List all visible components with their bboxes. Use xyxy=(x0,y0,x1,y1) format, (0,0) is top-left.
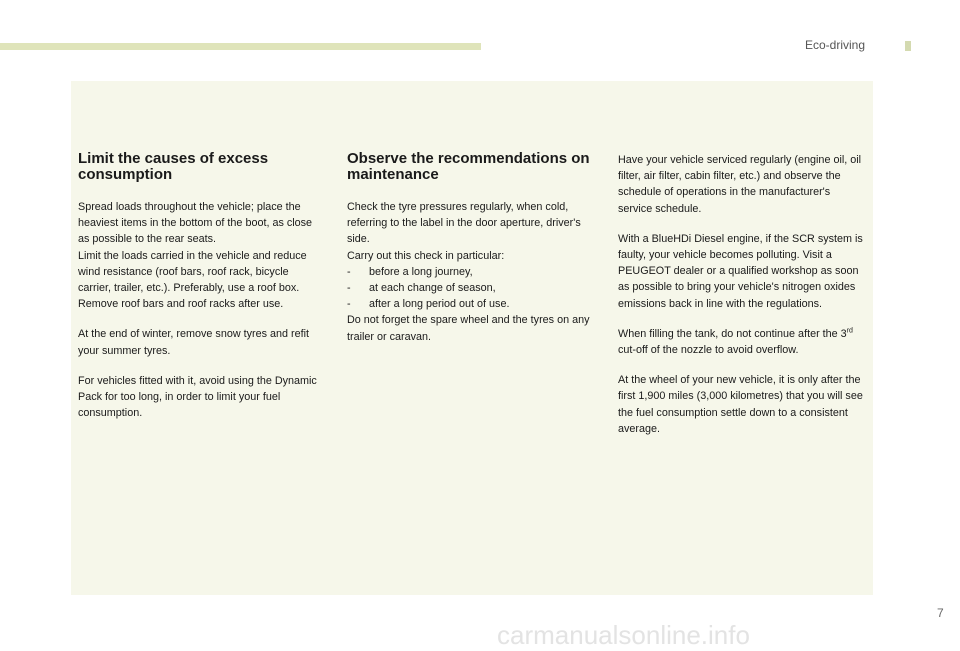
bullet-marker: - xyxy=(347,298,351,311)
content-panel xyxy=(71,81,873,595)
list-item-text: before a long journey, xyxy=(369,265,473,278)
list-item xyxy=(347,280,602,296)
list-item-text: at each change of season, xyxy=(369,282,496,295)
heading-excess-consumption: Limit the causes of excess consumption xyxy=(78,150,269,183)
watermark: carmanualsonline.info xyxy=(497,620,750,650)
text-fragment: When filling the tank, do not continue after the 3 xyxy=(618,327,847,340)
section-marker xyxy=(905,41,911,51)
text-line: Do not forget the spare wheel and the tyres on any trailer or caravan. xyxy=(347,314,590,343)
column-servicing xyxy=(618,152,863,451)
paragraph-tyre-pressures xyxy=(347,199,602,345)
list-item-text: after a long period out of use. xyxy=(369,298,510,311)
bullet-marker: - xyxy=(347,265,351,278)
text-line: Check the tyre pressures regularly, when cold, referring to the label in the door aperture, driver's side. xyxy=(347,201,581,246)
paragraph-bluehdi: With a BlueHDi Diesel engine, if the SCR system is faulty, your vehicle becomes polluting. Visit a PEUGEOT dealer or a qualified workshop as soon as possible to bring your vehicle's nitrogen oxides emissions back in line with the regulations. xyxy=(618,232,863,310)
text-fragment: cut-off of the nozzle to avoid overflow. xyxy=(618,344,799,357)
section-title: Eco-driving xyxy=(805,38,866,52)
paragraph-filling-tank xyxy=(618,326,863,358)
paragraph-winter-tyres: At the end of winter, remove snow tyres and refit your summer tyres. xyxy=(78,328,310,357)
paragraph-new-vehicle: At the wheel of your new vehicle, it is only after the first 1,900 miles (3,000 kilometres) that you will see the fuel consumption settle down to a consistent average. xyxy=(618,374,863,435)
heading-maintenance: Observe the recommendations on maintenance xyxy=(347,150,590,183)
column-excess-consumption xyxy=(78,151,318,435)
column-maintenance xyxy=(347,151,602,359)
text-line: Remove roof bars and roof racks after use. xyxy=(78,298,284,311)
text-line: Limit the loads carried in the vehicle and reduce wind resistance (roof bars, roof rack, bicycle carrier, trailer, etc.). Preferably, use a roof box. xyxy=(78,249,307,295)
superscript: rd xyxy=(846,327,853,335)
paragraph-loads xyxy=(78,199,318,312)
paragraph-servicing: Have your vehicle serviced regularly (engine oil, oil filter, air filter, cabin filter, etc.) and observe the schedule of operations in the manufacturer's service schedule. xyxy=(618,154,862,215)
text-line: Spread loads throughout the vehicle; place the heaviest items in the bottom of the boot, as close as possible to the rear seats. xyxy=(78,201,313,246)
bullet-marker: - xyxy=(347,282,351,295)
page-number: 7 xyxy=(937,606,944,620)
list-item xyxy=(347,264,602,280)
text-line: Carry out this check in particular: xyxy=(347,249,505,262)
paragraph-dynamic-pack: For vehicles fitted with it, avoid using the Dynamic Pack for too long, in order to limit your fuel consumption. xyxy=(78,374,317,420)
list-item xyxy=(347,296,602,312)
header-accent-bar xyxy=(0,43,481,50)
